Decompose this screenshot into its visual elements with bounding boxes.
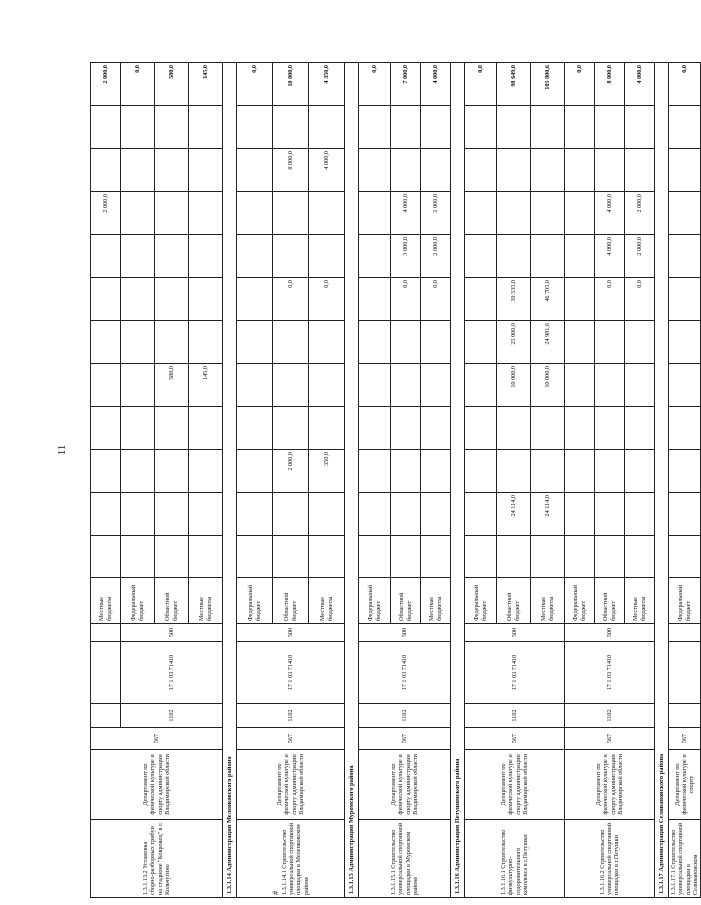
stray-mark: # bbox=[271, 891, 281, 895]
cell-total: 98 649,0 bbox=[497, 63, 531, 106]
rzpr-code: 1102 bbox=[121, 704, 223, 728]
cell-value: 350,0 bbox=[309, 450, 345, 493]
section-title: 1.3.1.15 Администрация Муромского района bbox=[345, 63, 359, 898]
source-federal: Федеральный бюджет bbox=[565, 578, 595, 624]
cell-total: 7 000,0 bbox=[391, 63, 421, 106]
budget-table-rotated bbox=[90, 65, 699, 898]
cell-value: 25 000,0 bbox=[497, 321, 531, 364]
cell-total: 145,0 bbox=[189, 63, 223, 106]
cell-value: 2 000,0 bbox=[421, 235, 451, 278]
cell-value: 8 000,0 bbox=[273, 149, 309, 192]
page-number: 11 bbox=[56, 444, 68, 456]
cell-value: 0,0 bbox=[421, 278, 451, 321]
table-row bbox=[91, 63, 121, 898]
source-local: Местные бюджеты bbox=[531, 578, 565, 624]
section-row bbox=[655, 63, 669, 898]
measure-name: 1.3.1.13.2 Установка сборно-разборных трибун на стадионе "Ковровец" в г. Кольчугино bbox=[91, 820, 223, 898]
measure-name: # 1.3.1.14.1 Строительство универсальной спортивной площадки в Меленковском районе bbox=[237, 820, 345, 898]
source-federal: Федеральный бюджет bbox=[359, 578, 391, 624]
source-regional: Областной бюджет bbox=[595, 578, 625, 624]
cell-value: 24 981,6 bbox=[531, 321, 565, 364]
section-title: 1.3.1.16 Администрация Петушинского района bbox=[451, 63, 465, 898]
department: Департамент по физической культуре и спорту администрации Владимирской области bbox=[91, 750, 223, 820]
department: Департамент по физической культуре и спорту администрации Владимирской области bbox=[237, 750, 345, 820]
source-local: Местные бюджеты bbox=[625, 578, 655, 624]
vr-code: 500 bbox=[359, 624, 451, 642]
grbs-code: 567 bbox=[669, 728, 701, 750]
csr-code: 17 1 03 71410 bbox=[121, 642, 223, 704]
cell-value: 0,0 bbox=[391, 278, 421, 321]
table-row bbox=[565, 63, 595, 898]
cell-total: 580,0 bbox=[155, 63, 189, 106]
department: Департамент по физической культуре и спорту администрации Владимирской области bbox=[565, 750, 655, 820]
rzpr-code: 1102 bbox=[237, 704, 345, 728]
vr-code: 500 bbox=[565, 624, 655, 642]
grbs-code: 567 bbox=[565, 728, 655, 750]
cell-total: 105 800,6 bbox=[531, 63, 565, 106]
measure-name: 1.3.1.16.2 Строительство универсальной спортивной площадки в г.Петушки bbox=[565, 820, 655, 898]
vr-code: 500 bbox=[465, 624, 565, 642]
measure-name: 1.3.1.16.1 Строительство физкультурно-оздоровительного комплекса в г.Петушки bbox=[465, 820, 565, 898]
measure-name: 1.3.1.15.1 Строительство универсальной спортивной площадки в Муромском районе bbox=[359, 820, 451, 898]
cell-value: 0,0 bbox=[595, 278, 625, 321]
rzpr-code: 1102 bbox=[359, 704, 451, 728]
csr-code: 17 1 03 71410 bbox=[465, 642, 565, 704]
cell-total: 4 000,0 bbox=[625, 63, 655, 106]
cell-value: 2 000,0 bbox=[273, 450, 309, 493]
cell-value: 2 000,0 bbox=[91, 192, 121, 235]
cell-value: 2 000,0 bbox=[625, 192, 655, 235]
vr-code: 500 bbox=[237, 624, 345, 642]
rzpr-code: 1102 bbox=[565, 704, 655, 728]
cell-value: 46 705,0 bbox=[531, 278, 565, 321]
table-row bbox=[669, 63, 701, 898]
cell-total: 8 000,0 bbox=[595, 63, 625, 106]
source-federal: Федеральный бюджет bbox=[237, 578, 273, 624]
budget-table bbox=[90, 62, 701, 898]
section-title: 1.3.1.17 Администрация Селивановского района bbox=[655, 63, 669, 898]
table-row bbox=[359, 63, 391, 898]
measure-name: 1.3.1.17.1 Строительство универсальной спортивной площадки в Селивановском bbox=[669, 820, 701, 898]
cell-total: 0,0 bbox=[121, 63, 155, 106]
cell-total: 4 000,0 bbox=[421, 63, 451, 106]
cell-value: 2 000,0 bbox=[625, 235, 655, 278]
source-regional: Областной бюджет bbox=[155, 578, 189, 624]
csr-code: 17 1 03 71410 bbox=[237, 642, 345, 704]
source-local: Местные бюджеты bbox=[91, 578, 121, 624]
source-local: Местные бюджеты bbox=[309, 578, 345, 624]
cell-total: 0,0 bbox=[565, 63, 595, 106]
source-federal: Федеральный бюджет bbox=[669, 578, 701, 624]
table-row bbox=[465, 63, 497, 898]
cell-value: 145,0 bbox=[189, 364, 223, 407]
grbs-code: 567 bbox=[465, 728, 565, 750]
cell-value: 24 114,0 bbox=[531, 493, 565, 536]
cell-value: 24 114,0 bbox=[497, 493, 531, 536]
grbs-code: 567 bbox=[359, 728, 451, 750]
source-federal: Федеральный бюджет bbox=[121, 578, 155, 624]
source-local: Местные бюджеты bbox=[421, 578, 451, 624]
csr-code: 17 1 03 71410 bbox=[359, 642, 451, 704]
cell-total: 0,0 bbox=[237, 63, 273, 106]
csr-code: 17 1 03 71410 bbox=[565, 642, 655, 704]
department: Департамент по физической культуре и спорту администрации Владимирской области bbox=[465, 750, 565, 820]
cell-value: 0,0 bbox=[273, 278, 309, 321]
cell-value: 2 000,0 bbox=[421, 192, 451, 235]
cell-value: 580,0 bbox=[155, 364, 189, 407]
cell-value: 0,0 bbox=[625, 278, 655, 321]
cell-total: 10 000,0 bbox=[273, 63, 309, 106]
table-row bbox=[237, 63, 273, 898]
cell-value: 10 000,0 bbox=[497, 364, 531, 407]
source-federal: Федеральный бюджет bbox=[465, 578, 497, 624]
cell-total: 0,0 bbox=[359, 63, 391, 106]
section-title: 1.3.1.14 Администрация Меленковского района bbox=[223, 63, 237, 898]
cell-total: 4 350,0 bbox=[309, 63, 345, 106]
cell-value: 4 000,0 bbox=[391, 192, 421, 235]
source-regional: Областной бюджет bbox=[497, 578, 531, 624]
source-local: Местные бюджеты bbox=[189, 578, 223, 624]
grbs-code: 567 bbox=[91, 728, 223, 750]
section-row bbox=[345, 63, 359, 898]
vr-code: 500 bbox=[121, 624, 223, 642]
cell-value: 39 535,0 bbox=[497, 278, 531, 321]
cell-total: 0,0 bbox=[465, 63, 497, 106]
section-row bbox=[451, 63, 465, 898]
department: Департамент по физической культуре и спорту bbox=[669, 750, 701, 820]
department: Департамент по физической культуре и спорту администрации Владимирской области bbox=[359, 750, 451, 820]
cell-value: 0,0 bbox=[309, 278, 345, 321]
cell-value: 4 000,0 bbox=[595, 192, 625, 235]
cell-value: 4 000,0 bbox=[309, 149, 345, 192]
source-regional: Областной бюджет bbox=[273, 578, 309, 624]
rzpr-code: 1102 bbox=[465, 704, 565, 728]
cell-value: 4 000,0 bbox=[595, 235, 625, 278]
grbs-code: 567 bbox=[237, 728, 345, 750]
cell-value: 3 000,0 bbox=[391, 235, 421, 278]
cell-value: 10 000,0 bbox=[531, 364, 565, 407]
cell-total: 0,0 bbox=[669, 63, 701, 106]
section-row bbox=[223, 63, 237, 898]
cell-total: 2 000,0 bbox=[91, 63, 121, 106]
source-regional: Областной бюджет bbox=[391, 578, 421, 624]
